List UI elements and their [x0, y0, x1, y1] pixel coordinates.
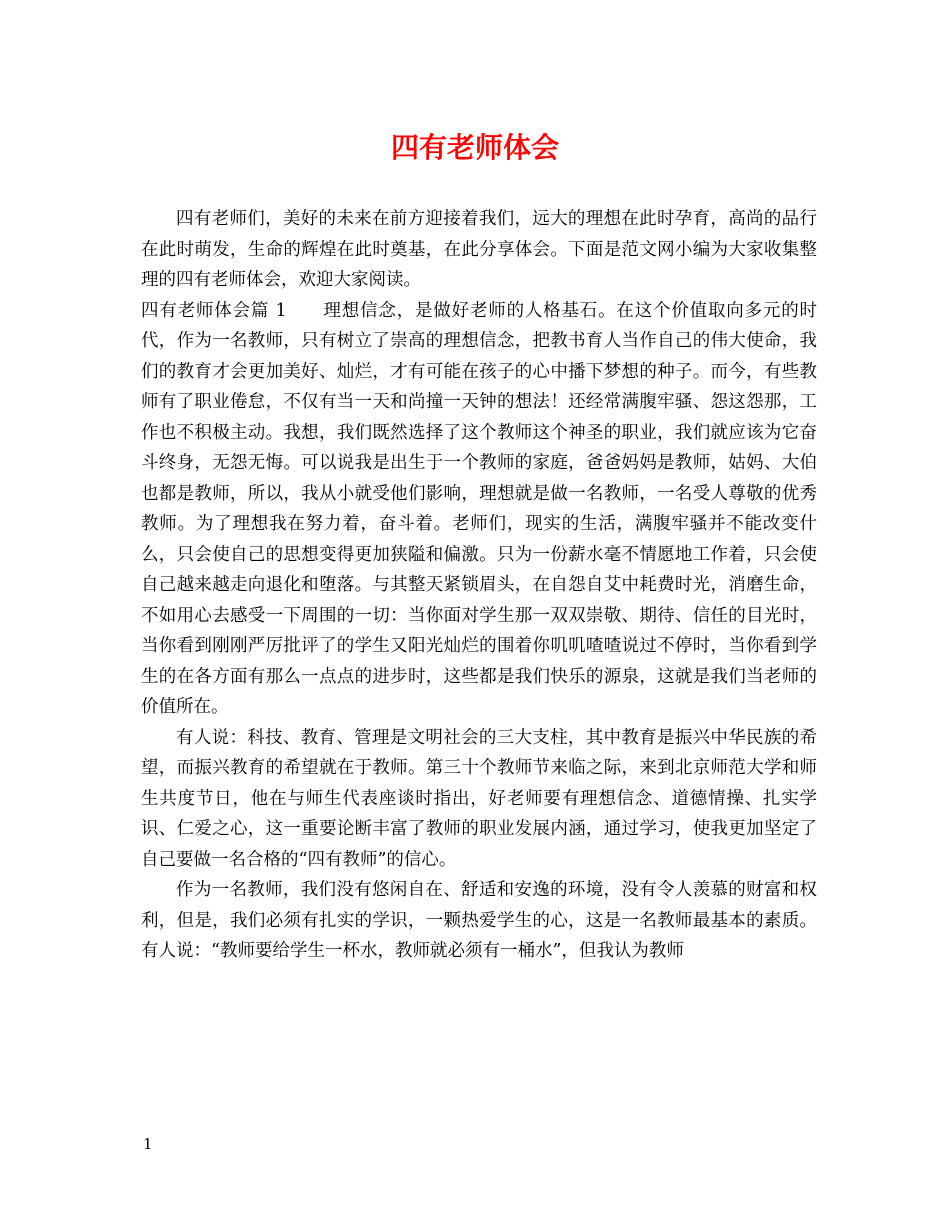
document-body: [141, 204, 817, 967]
paragraph-3: 作为一名教师，我们没有悠闲自在、舒适和安逸的环境，没有令人羡慕的财富和权利，但是，我们必须有扎实的学识，一颗热爱学生的心，这是一名教师最基本的素质。有人说：“教师要给学生一杯水，教师就必须有一桶水”，但我认为教师: [141, 880, 817, 961]
section-label: 四有老师体会篇 1: [141, 300, 287, 321]
section-text: 理想信念，是做好老师的人格基石。在这个价值取向多元的时代，作为一名教师，只有树立了崇高的理想信念，把教书育人当作自己的伟大使命，我们的教育才会更加美好、灿烂，才有可能在孩子的心中播下梦想的种子。而今，有些教师有了职业倦怠，不仅有当一天和尚撞一天钟的想法！还经常满腹牢骚、怨这怨那，工作也不积极主动。我想，我们既然选择了这个教师这个神圣的职业，我们就应该为它奋斗终身，无怨无悔。可以说我是出生于一个教师的家庭，爸爸妈妈是教师，姑妈、大伯也都是教师，所以，我从小就受他们影响，理想就是做一名教师，一名受人尊敬的优秀教师。为了理想我在努力着，奋斗着。老师们，现实的生活，满腹牢骚并不能改变什么，只会使自己的思想变得更加狭隘和偏激。只为一份薪水毫不情愿地工作着，只会使自己越来越走向退化和堕落。与其整天紧锁眉头，在自怨自艾中耗费时光，消磨生命，不如用心去感受一下周围的一切：当你面对学生那一双双崇敬、期待、信任的目光时，当你看到刚刚严厉批评了的学生又阳光灿烂的围着你叽叽喳喳说过不停时，当你看到学生的在各方面有那么一点点的进步时，这些都是我们快乐的源泉，这就是我们当老师的价值所在。: [141, 300, 817, 717]
section-paragraph: [141, 296, 817, 723]
page-title: 四有老师体会: [390, 131, 559, 164]
paragraph-2: 有人说：科技、教育、管理是文明社会的三大支柱，其中教育是振兴中华民族的希望，而振兴教育的希望就在于教师。第三十个教师节来临之际，来到北京师范大学和师生共度节日，他在与师生代表座谈时指出，好老师要有理想信念、道德情操、扎实学识、仁爱之心，这一重要论断丰富了教师的职业发展内涵，通过学习，使我更加坚定了自己要做一名合格的“四有教师”的信心。: [141, 727, 817, 870]
page-number: 1: [143, 1135, 153, 1153]
intro-paragraph: 四有老师们，美好的未来在前方迎接着我们，远大的理想在此时孕育，高尚的品行在此时萌发，生命的辉煌在此时奠基，在此分享体会。下面是范文网小编为大家收集整理的四有老师体会，欢迎大家阅读。: [141, 209, 817, 290]
